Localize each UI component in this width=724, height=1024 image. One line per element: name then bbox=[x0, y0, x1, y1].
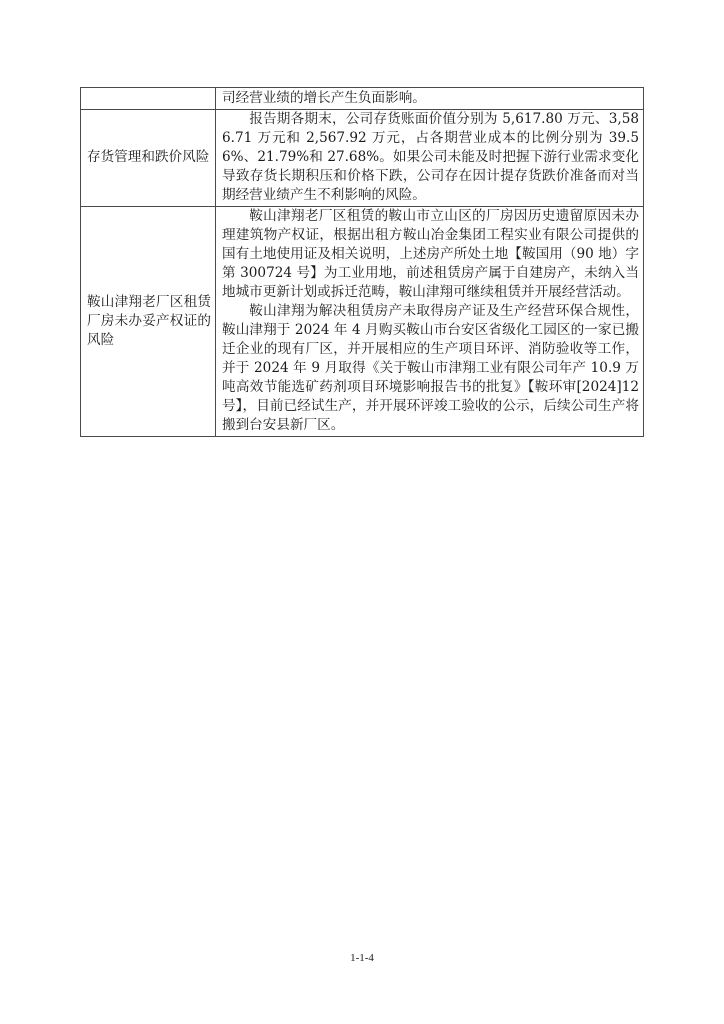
table-row bbox=[81, 88, 644, 110]
risk-paragraph: 鞍山津翔为解决租赁房产未取得房产证及生产经营环保合规性，鞍山津翔于 2024 年 4 月购买鞍山市台安区省级化工园区的一家已搬迁企业的现有厂区，并开展相应的生产项目环评、消防验收等工作，并于 2024 年 9 月取得《关于鞍山市津翔工业有限公司年产 10.9 万吨高效节能选矿药剂项目环境影响报告书的批复》【鞍环审[2024]12 号】，目前已经试生产，并开展环评竣工验收的公示，后续公司生产将搬到台安县新厂区。 bbox=[222, 303, 639, 433]
risk-paragraph: 报告期各期末，公司存货账面价值分别为 5,617.80 万元、3,586.71 万元和 2,567.92 万元，占各期营业成本的比例分别为 39.56%、21.79%和 27.68%。如果公司未能及时把握下游行业需求变化导致存货长期积压和价格下跌，公司存在因计提存货跌价准备而对当期经营业绩产生不利影响的风险。 bbox=[222, 111, 639, 203]
risk-description-cell bbox=[216, 110, 644, 207]
risk-paragraph: 司经营业绩的增长产生负面影响。 bbox=[222, 89, 426, 106]
risk-description-cell bbox=[216, 88, 644, 110]
risk-description-cell bbox=[216, 207, 644, 437]
risk-table bbox=[80, 87, 644, 437]
risk-name-cell bbox=[81, 88, 216, 110]
risk-name-cell: 鞍山津翔老厂区租赁厂房未办妥产权证的风险 bbox=[81, 207, 216, 437]
page-number: 1-1-4 bbox=[350, 952, 374, 964]
table-row bbox=[81, 110, 644, 207]
risk-name-cell: 存货管理和跌价风险 bbox=[81, 110, 216, 207]
risk-paragraph: 鞍山津翔老厂区租赁的鞍山市立山区的厂房因历史遗留原因未办理建筑物产权证，根据出租方鞍山冶金集团工程实业有限公司提供的国有土地使用证及相关说明，上述房产所处土地【鞍国用（90 地）字第 300724 号】为工业用地，前述租赁房产属于自建房产，未纳入当地城市更新计划或拆迁范畴，鞍山津翔可继续租赁并开展经营活动。 bbox=[222, 208, 639, 300]
table-row bbox=[81, 207, 644, 437]
